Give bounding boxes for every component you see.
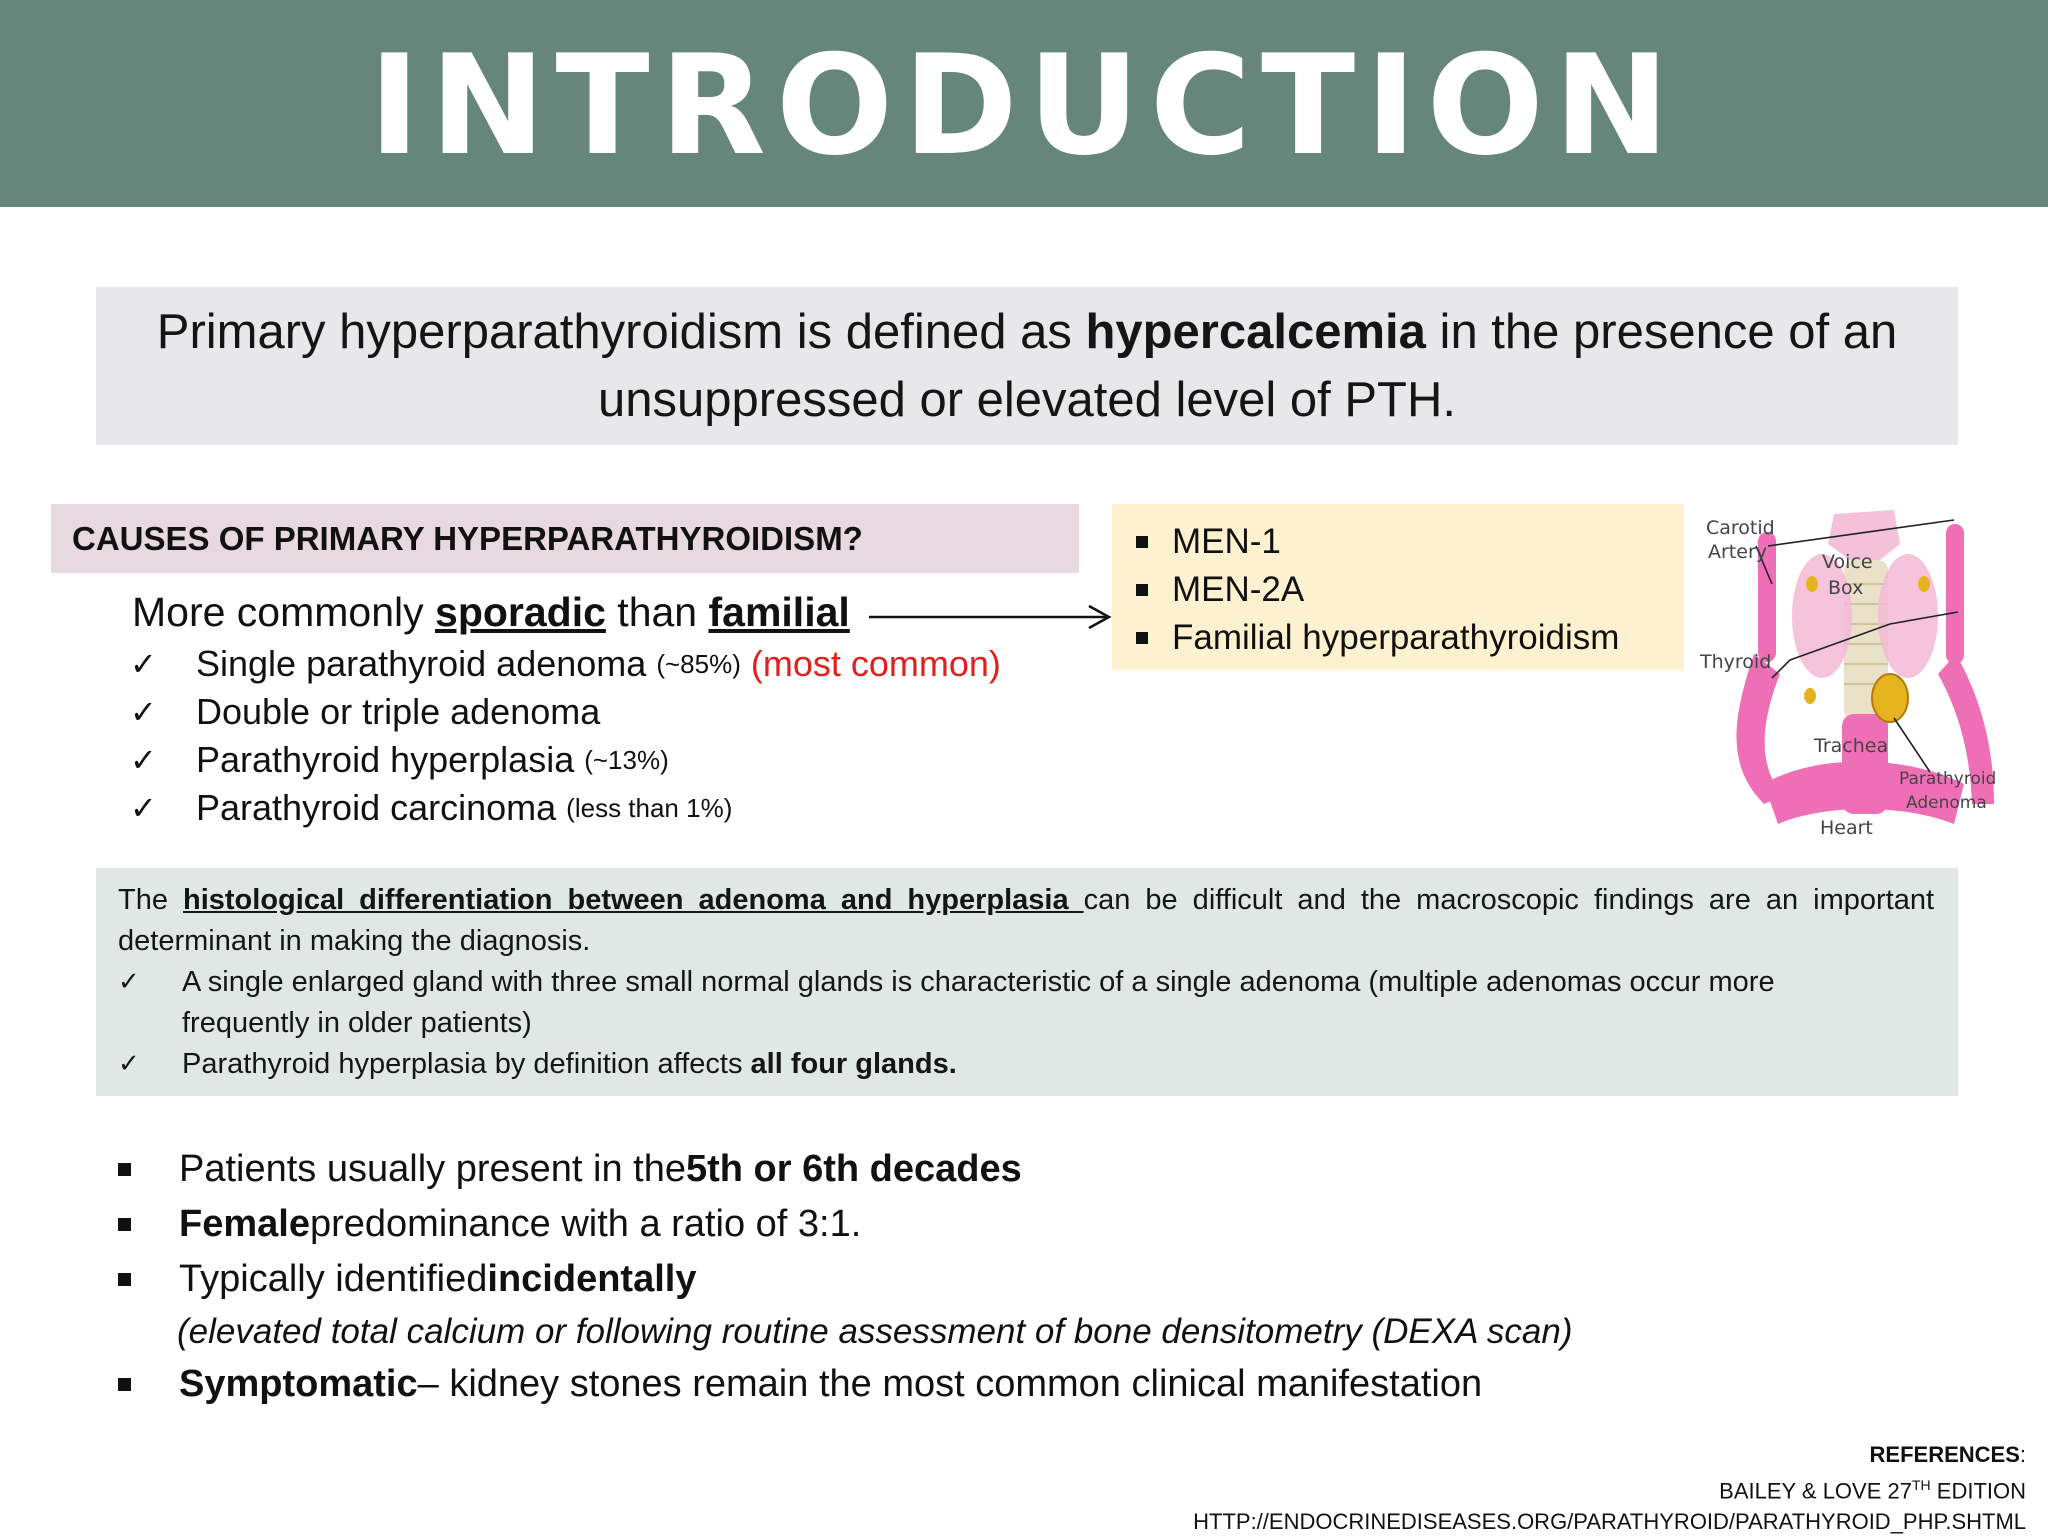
arrow-to-familial-icon: [865, 598, 1115, 636]
square-bullet-icon: [118, 1218, 131, 1231]
familial-label: MEN-1: [1172, 522, 1281, 561]
fact4-post: – kidney stones remain the most common clinical manifestation: [417, 1363, 1483, 1405]
definition-pre: Primary hyperparathyroidism is defined as: [156, 305, 1086, 359]
facts-list: [118, 1142, 1818, 1412]
histology-pre: The: [118, 884, 183, 916]
reference-2[interactable]: HTTP://ENDOCRINEDISEASES.ORG/PARATHYROID/PARATHYROID_PHP.SHTML: [1193, 1509, 2026, 1535]
square-bullet-icon: [118, 1273, 131, 1286]
cause-note: (less than 1%): [566, 792, 733, 823]
histology-bold: histological differentiation between adenoma and hyperplasia: [183, 884, 1084, 916]
definition-post: in the presence of an unsuppressed or elevated level of PTH.: [598, 305, 1898, 427]
references: [1193, 1439, 2026, 1537]
label-thyroid: Thyroid: [1700, 651, 1772, 673]
square-bullet-icon: [1136, 536, 1148, 548]
histology-post: can be difficult and the macroscopic findings are an important: [1083, 884, 1935, 916]
list-item: [130, 688, 1001, 736]
lower-trunk: [1842, 714, 1888, 814]
fact3-pre: Typically identified: [179, 1258, 488, 1300]
square-bullet-icon: [118, 1378, 131, 1391]
causes-heading: CAUSES OF PRIMARY HYPERPARATHYROIDISM?: [51, 504, 1079, 573]
cause-label: Single parathyroid adenoma: [196, 643, 647, 684]
sporadic-word: sporadic: [435, 589, 606, 635]
references-label-text: REFERENCES: [1869, 1442, 2020, 1467]
check-icon: ✓: [118, 1049, 140, 1079]
histology-line1: [118, 880, 1934, 921]
definition-bold: hypercalcemia: [1085, 305, 1426, 359]
label-carotid: Carotid: [1706, 517, 1775, 539]
sporadic-pre: More commonly: [132, 589, 436, 635]
parathyroid-gland: [1918, 576, 1930, 592]
page-title: INTRODUCTION: [368, 24, 1680, 186]
fact4-bold: Symptomatic: [179, 1363, 418, 1405]
fact3-bold: incidentally: [487, 1258, 697, 1300]
fact1-bold: 5th or 6th decades: [685, 1148, 1022, 1190]
histology-item1: [182, 962, 1775, 1044]
square-bullet-icon: [1136, 632, 1148, 644]
cause-label: Parathyroid carcinoma: [196, 787, 557, 828]
reference-1: [1193, 1470, 2026, 1506]
thyroid-anatomy-figure: [1694, 504, 2006, 840]
parathyroid-gland: [1804, 688, 1816, 704]
label-adenoma: Adenoma: [1906, 793, 1987, 813]
list-item: [118, 1252, 1818, 1307]
familial-label: MEN-2A: [1172, 570, 1305, 609]
sporadic-line: [132, 583, 850, 641]
fact3-note: (elevated total calcium or following routine assessment of bone densitometry (DEXA scan): [177, 1312, 1573, 1351]
definition-text: [127, 298, 1927, 434]
familial-label: Familial hyperparathyroidism: [1172, 618, 1620, 657]
thyroid-right-lobe: [1878, 554, 1938, 678]
familial-word: familial: [708, 589, 850, 635]
definition-box: [96, 287, 1958, 445]
check-icon: ✓: [130, 693, 157, 731]
histology-item1-line2: frequently in older patients): [182, 1007, 532, 1039]
sporadic-mid: than: [605, 589, 709, 635]
histology-item1-line1: A single enlarged gland with three small normal glands is characteristic of a single adenoma (multiple adenomas occur more: [182, 966, 1775, 998]
cause-note: (~85%): [656, 648, 741, 679]
reference-1-post: EDITION: [1930, 1478, 2026, 1504]
list-item: [118, 1197, 1818, 1252]
cause-note: (~13%): [584, 744, 669, 775]
histology-box: [96, 868, 1958, 1096]
parathyroid-gland: [1806, 576, 1818, 592]
references-colon: :: [2019, 1442, 2026, 1467]
label-artery: Artery: [1708, 541, 1768, 563]
causes-list: [130, 640, 1001, 832]
check-icon: ✓: [130, 645, 157, 683]
references-label: [1193, 1439, 2026, 1470]
label-box: Box: [1828, 577, 1864, 599]
familial-list: [1136, 518, 1684, 662]
list-item: [1136, 614, 1684, 662]
fact2-bold: Female: [179, 1203, 310, 1245]
label-parathyroid: Parathyroid: [1899, 769, 1997, 789]
square-bullet-icon: [1136, 584, 1148, 596]
check-icon: ✓: [130, 789, 157, 827]
reference-1-sup: TH: [1911, 1477, 1931, 1493]
check-icon: ✓: [130, 741, 157, 779]
list-item: [130, 736, 1001, 784]
header-band: [0, 0, 2048, 207]
fact2-post: predominance with a ratio of 3:1.: [309, 1203, 862, 1245]
list-item: [118, 1044, 1934, 1085]
cause-label: Parathyroid hyperplasia: [196, 739, 575, 780]
right-carotid: [1946, 524, 1964, 664]
list-item: [118, 1357, 1818, 1412]
fact1-pre: Patients usually present in the: [179, 1148, 686, 1190]
list-item: [130, 640, 1001, 688]
histology-item2: [182, 1044, 957, 1085]
list-item: [130, 784, 1001, 832]
histology-item2-bold: all four glands.: [750, 1048, 957, 1080]
square-bullet-icon: [118, 1163, 131, 1176]
histology-line2: determinant in making the diagnosis.: [118, 925, 591, 957]
label-heart: Heart: [1820, 817, 1873, 839]
cause-label: Double or triple adenoma: [196, 691, 601, 732]
cause-highlight: (most common): [750, 643, 1001, 684]
list-item: [1136, 566, 1684, 614]
check-icon: ✓: [118, 967, 140, 997]
histology-item2-pre: Parathyroid hyperplasia by definition affects: [182, 1048, 751, 1080]
label-trachea: Trachea: [1814, 735, 1889, 757]
parathyroid-adenoma: [1872, 674, 1908, 722]
familial-box: [1112, 504, 1684, 670]
label-voice: Voice: [1822, 551, 1873, 573]
list-item: [1136, 518, 1684, 566]
list-item: [118, 1142, 1818, 1197]
reference-1-pre: BAILEY & LOVE 27: [1719, 1478, 1912, 1504]
list-item: [118, 962, 1934, 1044]
